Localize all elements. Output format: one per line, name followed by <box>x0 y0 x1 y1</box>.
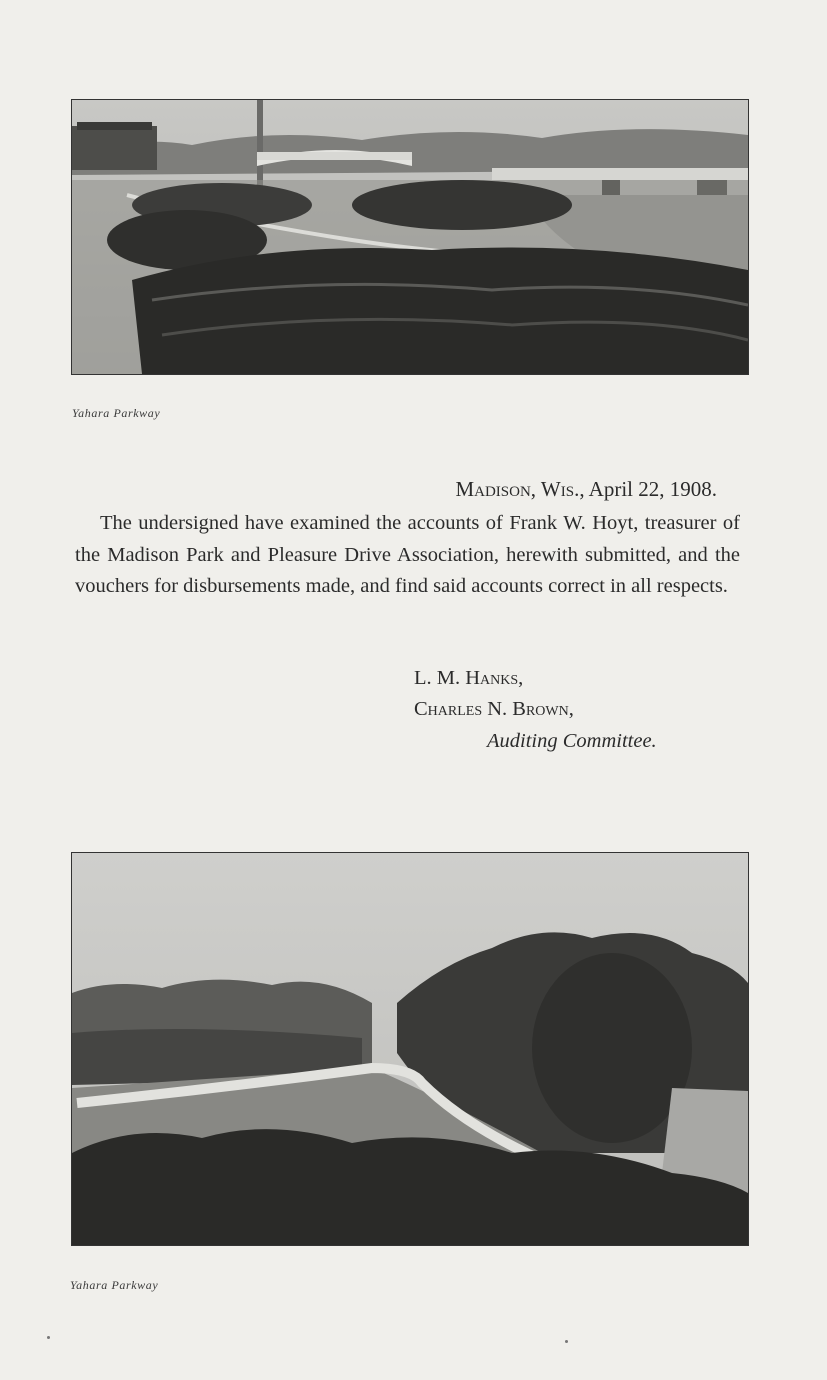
dateline-date: April 22, 1908. <box>588 477 717 501</box>
paper-speck <box>565 1340 568 1343</box>
signatory-brown: Charles N. Brown, <box>414 698 574 720</box>
committee-title: Auditing Committee. <box>487 730 657 752</box>
bridge-photo-image <box>72 100 748 374</box>
photo-caption-top: Yahara Parkway <box>72 406 161 420</box>
path-photo-image <box>72 853 748 1245</box>
dateline-place: Madison, Wis., <box>455 477 585 501</box>
yahara-parkway-path-photo <box>71 852 749 1246</box>
letter-body: The undersigned have examined the accounts of Frank W. Hoyt, treasurer of the Madison Park and Pleasure Drive Association, herewith submitted, and the vouchers for disbursements made, and find said accounts correct in all respects. <box>75 512 740 597</box>
signatory-hanks: L. M. Hanks, <box>414 667 524 689</box>
yahara-parkway-bridge-photo <box>71 99 749 375</box>
photo-caption-bottom: Yahara Parkway <box>70 1278 159 1292</box>
paper-speck <box>47 1336 50 1339</box>
dateline <box>455 477 717 502</box>
